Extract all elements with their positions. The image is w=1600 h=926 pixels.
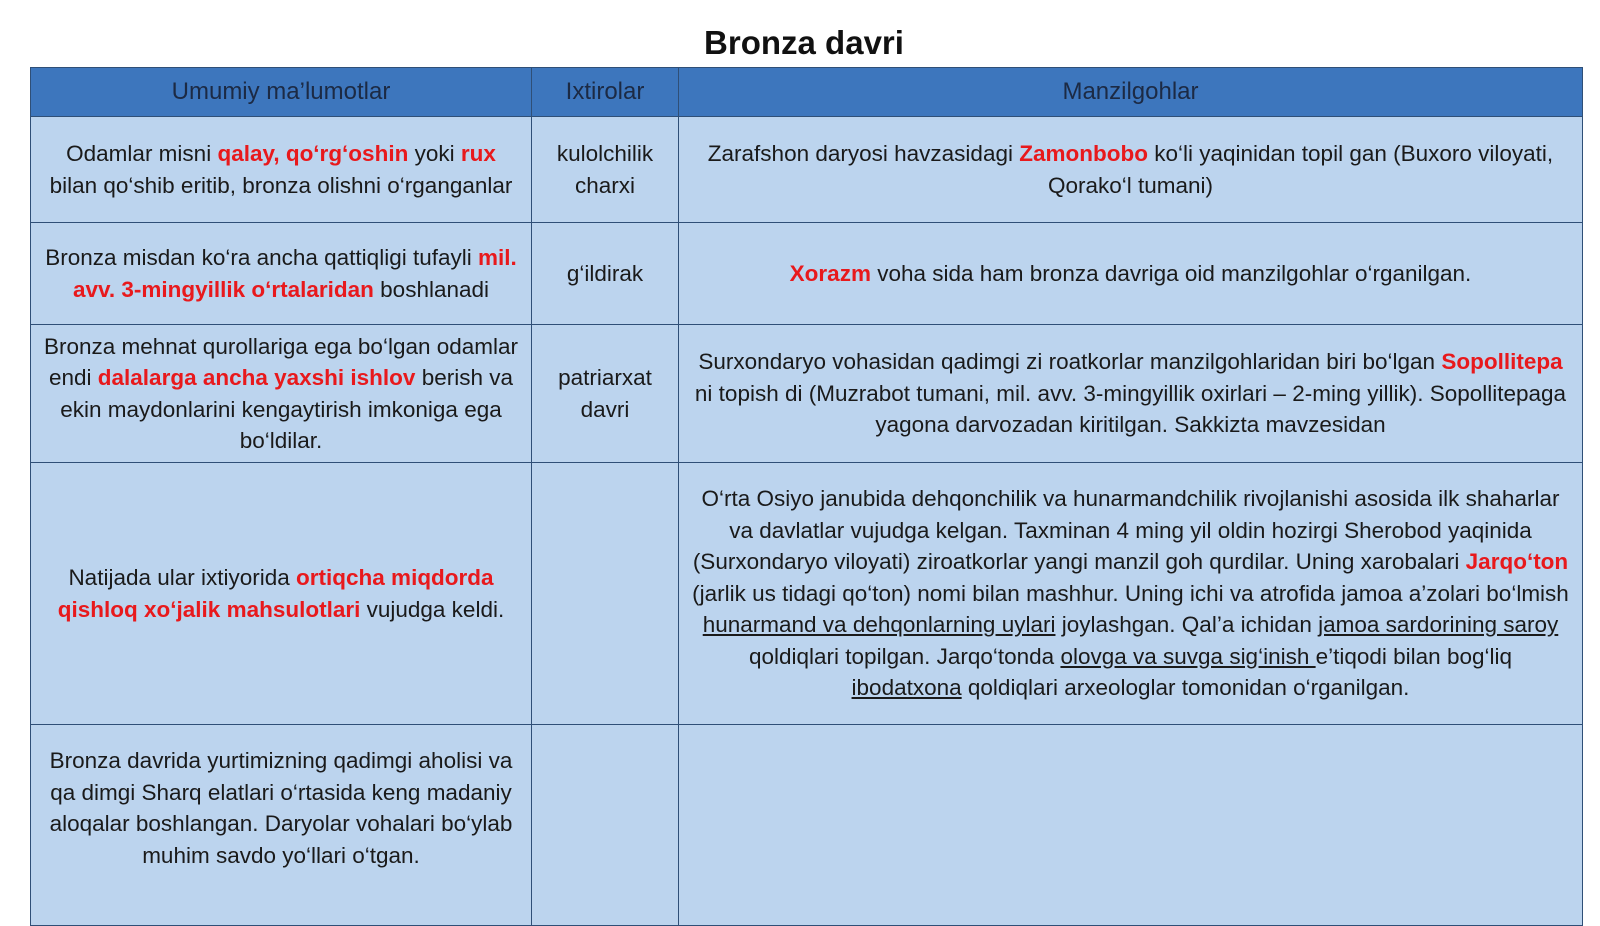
highlighted-term: Xorazm [789,260,871,286]
text-run: Surxondaryo vohasidan qadimgi zi roatkorlar manzilgohlaridan biri bo‘lgan [698,349,1442,375]
table-row [31,223,1583,325]
underlined-term: jamoa sardorining saroy [1318,612,1559,638]
invention-cell [532,725,679,926]
text-run: Bronza mehnat qurollariga ega bo‘lgan odamlar endi [43,333,519,390]
text-run: vujudga keldi. [360,596,505,622]
general-info-cell [31,223,532,325]
underlined-term: olovga va suvga sig‘inish [1060,643,1316,669]
text-run: O‘rta Osiyo janubida dehqonchilik va hunarmandchilik rivojlanishi asosida ilk shaharlar va davlatlar vujudga kelgan. Taxminan 4 ming yil oldin hozirgi Sherobod yaqinida (Surxondaryo viloyati) ziroatkorlar yangi manzil goh qurdilar. Uning xarobalari [692,486,1560,575]
invention-cell [532,463,679,725]
underlined-term: hunarmand va dehqonlarning uylari [702,612,1056,638]
invention-cell: patriarxat davri [532,325,679,463]
highlighted-term: Jarqo‘ton [1465,549,1569,575]
highlighted-term: qalay, qo‘rg‘oshin [217,141,409,166]
general-info-cell [31,725,532,926]
text-run: qoldiqlari arxeologlar tomonidan o‘rganilgan. [961,675,1410,701]
text-run: e’tiqodi bilan bog‘liq [1315,643,1513,669]
text-run: voha sida ham bronza davriga oid manzilgohlar o‘rganilgan. [870,260,1472,286]
header-inventions: Ixtirolar [532,68,679,117]
table-row [31,325,1583,463]
text-run: Bronza misdan ko‘ra ancha qattiqligi tufayli [45,245,478,270]
settlement-cell [679,117,1583,223]
general-info-cell [31,117,532,223]
header-general-info: Umumiy ma’lumotlar [31,68,532,117]
general-info-cell [31,325,532,463]
settlement-cell [679,223,1583,325]
text-run: Odamlar misni [66,141,218,166]
header-settlements: Manzilgohlar [679,68,1583,117]
text-run: ko‘li yaqinidan topil gan (Buxoro viloyati, Qorako‘l tumani) [1047,141,1554,198]
text-run: boshlanadi [373,276,490,302]
highlighted-term: mil. avv. 3-mingyillik o‘rtalaridan [72,245,517,302]
text-run: Zarafshon daryosi havzasidagi [707,141,1020,166]
invention-cell: g‘ildirak [532,223,679,325]
highlighted-term: rux [460,141,496,166]
settlement-cell [679,725,1583,926]
settlement-cell [679,325,1583,463]
text-run: yoki [408,141,461,166]
table-header-row [31,68,1583,117]
text-run: berish va ekin maydonlarini kengaytirish imkoniga ega bo‘ldilar. [60,365,513,453]
text-run: joylashgan. Qal’a ichidan [1055,612,1319,638]
underlined-term: ibodatxona [851,675,962,701]
table-row [31,463,1583,725]
settlement-cell [679,463,1583,725]
highlighted-term: ortiqcha miqdorda qishloq xo‘jalik mahsulotlari [57,565,494,622]
text-run: (jarlik us tidagi qo‘ton) nomi bilan mashhur. Uning ichi va atrofida jamoa a’zolari bo‘lmish [692,580,1569,606]
table-row [31,725,1583,926]
invention-cell: kulolchilik charxi [532,117,679,223]
highlighted-term: dalalarga ancha yaxshi ishlov [97,365,416,390]
table-row [31,117,1583,223]
text-run: ni topish di (Muzrabot tumani, mil. avv. 3-mingyillik oxirlari – 2-ming yillik). Sopollitepaga yagona darvozadan kiritilgan. Sakkizta mavzesidan [694,380,1567,438]
page-title: Bronza davri [704,24,904,61]
text-run: Bronza davrida yurtimizning qadimgi aholisi va qa dimgi Sharq elatlari o‘rtasida keng madaniy aloqalar boshlangan. Daryolar vohalari bo‘ylab muhim savdo yo‘llari o‘tgan. [49,748,513,868]
text-run: qoldiqlari topilgan. Jarqo‘tonda [748,643,1061,669]
bronze-age-table [30,67,1583,926]
highlighted-term: Zamonbobo [1019,141,1148,166]
general-info-cell [31,463,532,725]
text-run: bilan qo‘shib eritib, bronza olishni o‘rganganlar [49,172,513,198]
text-run: Natijada ular ixtiyorida [68,565,297,590]
highlighted-term: Sopollitepa [1441,349,1563,375]
